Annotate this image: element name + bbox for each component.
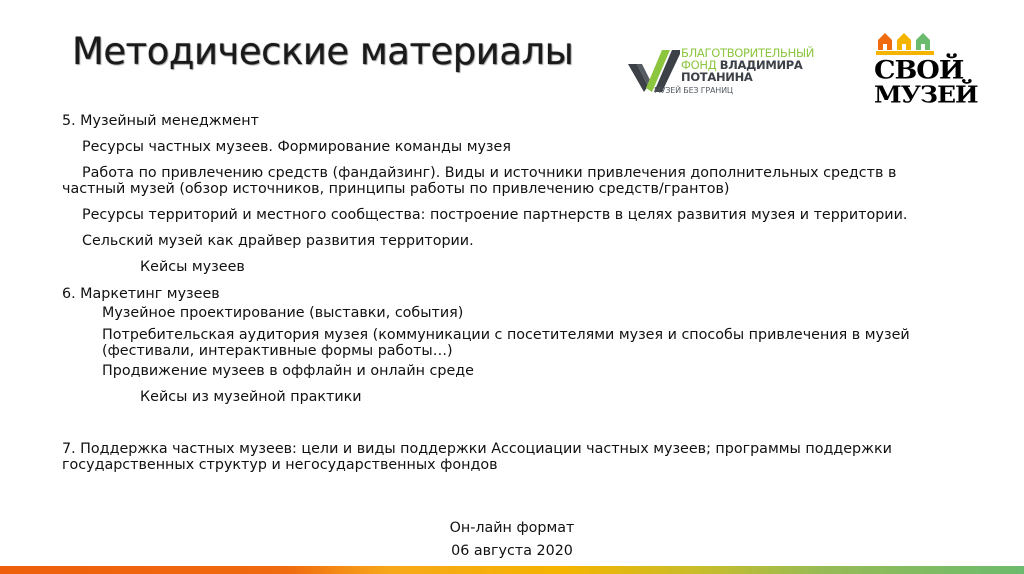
list-item: Работа по привлечению средств (фандайзинг). Виды и источники привлечения дополнительных средств в [82,165,897,181]
section-heading-5: 5. Музейный менеджмент [62,113,259,129]
potanin-line2-prefix: ФОНД [681,58,717,72]
section-heading-7-continuation: государственных структур и негосударственных фондов [62,457,498,473]
list-item: Сельский музей как драйвер развития территории. [82,233,474,249]
footer-date: 06 августа 2020 [451,543,573,559]
list-item: Ресурсы территорий и местного сообщества: построение партнерств в целях развития музея и территории. [82,207,908,223]
section-heading-6: 6. Маркетинг музеев [62,286,220,302]
slide-title: Методические материалы [72,30,574,73]
potanin-line3: ПОТАНИНА [681,70,753,84]
section-heading-7: 7. Поддержка частных музеев: цели и виды поддержки Ассоциации частных музеев; программы поддержки [62,441,892,457]
list-item: Музейное проектирование (выставки, события) [102,305,464,321]
houses-icon [876,30,936,56]
potanin-foundation-logo [628,44,818,100]
list-subitem: Кейсы музеев [140,259,245,275]
svoy-word: СВОЙ [874,55,964,86]
list-item: Ресурсы частных музеев. Формирование команды музея [82,139,511,155]
potanin-line2-name: ВЛАДИМИРА [719,58,803,72]
list-item-continuation: частный музей (обзор источников, принципы работы по привлечению средств/грантов) [62,181,730,197]
list-subitem: Кейсы из музейной практики [140,389,362,405]
potanin-line1: БЛАГОТВОРИТЕЛЬНЫЙ [681,46,815,60]
muzey-word: МУЗЕЙ [874,80,978,109]
potanin-tagline: МУЗЕЙ БЕЗ ГРАНИЦ [654,86,733,95]
svoy-muzey-logo [874,30,994,110]
list-item: Потребительская аудитория музея (коммуникации с посетителями музея и способы привлечения в музей [102,327,910,343]
list-item: Продвижение музеев в оффлайн и онлайн среде [102,363,474,379]
bottom-gradient-bar [0,566,1024,574]
footer-format: Он-лайн формат [449,520,575,536]
list-item-continuation: (фестивали, интерактивные формы работы…) [102,343,453,359]
